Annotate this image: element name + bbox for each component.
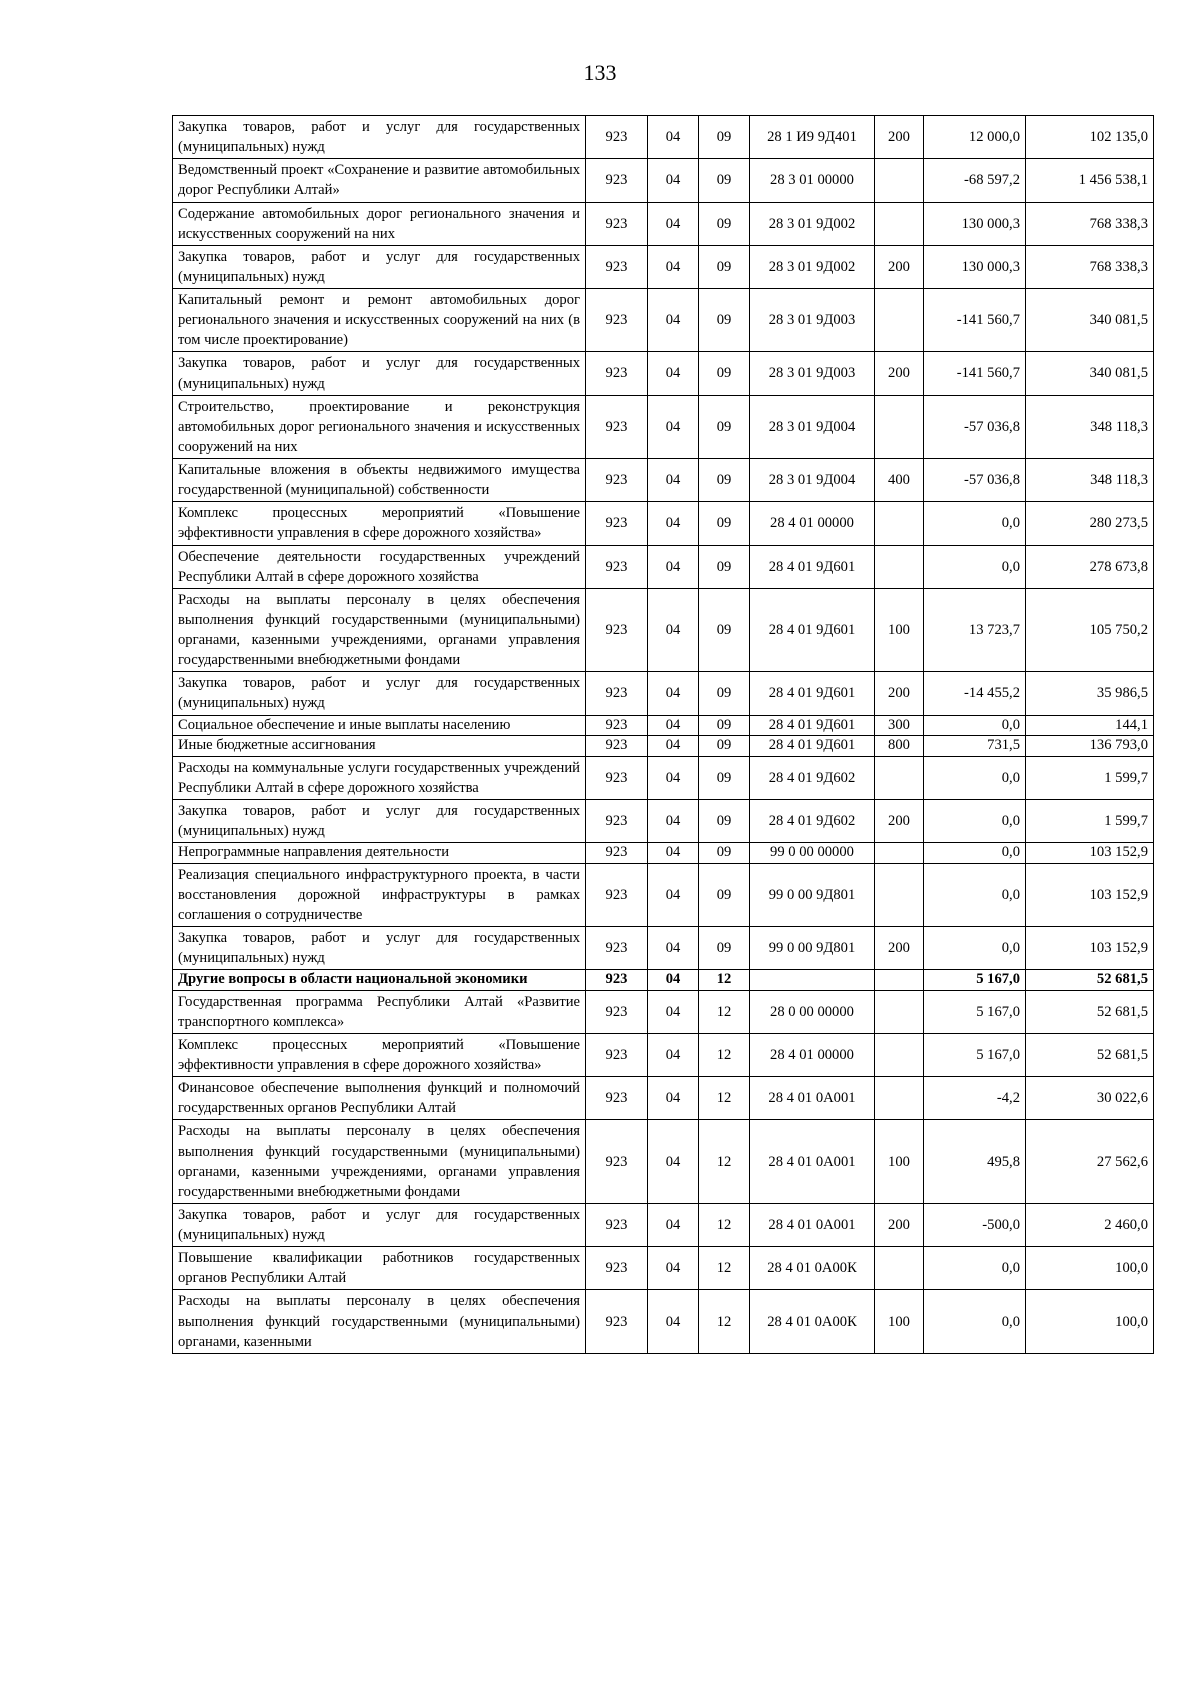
- table-row: [173, 970, 1154, 991]
- target-article-cell: 99 0 00 9Д801: [750, 926, 875, 969]
- amount-total-cell: 103 152,9: [1026, 863, 1154, 926]
- table-row: [173, 1290, 1154, 1353]
- amount-total-cell: 100,0: [1026, 1290, 1154, 1353]
- target-article-cell: 28 3 01 9Д002: [750, 202, 875, 245]
- amount-total-cell: 102 135,0: [1026, 116, 1154, 159]
- table-row: [173, 459, 1154, 502]
- target-article-cell: 28 4 01 9Д601: [750, 715, 875, 736]
- subsection-code-cell: 09: [699, 395, 750, 458]
- target-article-cell: [750, 970, 875, 991]
- expense-name-cell: Строительство, проектирование и реконструкция автомобильных дорог регионального значения и искусственных сооружений на них: [173, 395, 586, 458]
- table-row: [173, 672, 1154, 715]
- target-article-cell: 28 4 01 0А00К: [750, 1247, 875, 1290]
- target-article-cell: 28 3 01 00000: [750, 159, 875, 202]
- target-article-cell: 28 4 01 0А001: [750, 1203, 875, 1246]
- budget-table: [172, 115, 1154, 1354]
- table-row: [173, 159, 1154, 202]
- amount-change-cell: 5 167,0: [924, 1033, 1026, 1076]
- section-code-cell: 04: [648, 970, 699, 991]
- subsection-code-cell: 09: [699, 245, 750, 288]
- section-code-cell: 04: [648, 863, 699, 926]
- expense-name-cell: Закупка товаров, работ и услуг для государственных (муниципальных) нужд: [173, 1203, 586, 1246]
- expense-type-cell: [875, 395, 924, 458]
- grbs-code-cell: 923: [586, 1077, 648, 1120]
- table-row: [173, 502, 1154, 545]
- amount-total-cell: 100,0: [1026, 1247, 1154, 1290]
- expense-name-cell: Закупка товаров, работ и услуг для государственных (муниципальных) нужд: [173, 352, 586, 395]
- subsection-code-cell: 09: [699, 736, 750, 757]
- amount-total-cell: 52 681,5: [1026, 990, 1154, 1033]
- target-article-cell: 28 0 00 00000: [750, 990, 875, 1033]
- table-row: [173, 1203, 1154, 1246]
- amount-change-cell: 0,0: [924, 1247, 1026, 1290]
- expense-name-cell: Комплекс процессных мероприятий «Повышение эффективности управления в сфере дорожного хозяйства»: [173, 1033, 586, 1076]
- expense-name-cell: Капитальные вложения в объекты недвижимого имущества государственной (муниципальной) собственности: [173, 459, 586, 502]
- amount-total-cell: 52 681,5: [1026, 1033, 1154, 1076]
- expense-type-cell: [875, 990, 924, 1033]
- expense-type-cell: [875, 202, 924, 245]
- expense-name-cell: Другие вопросы в области национальной экономики: [173, 970, 586, 991]
- grbs-code-cell: 923: [586, 588, 648, 672]
- expense-type-cell: [875, 159, 924, 202]
- amount-change-cell: 130 000,3: [924, 202, 1026, 245]
- expense-name-cell: Финансовое обеспечение выполнения функций и полномочий государственных органов Республики Алтай: [173, 1077, 586, 1120]
- expense-type-cell: 800: [875, 736, 924, 757]
- amount-total-cell: 35 986,5: [1026, 672, 1154, 715]
- section-code-cell: 04: [648, 202, 699, 245]
- expense-type-cell: [875, 843, 924, 864]
- table-row: [173, 990, 1154, 1033]
- amount-change-cell: 5 167,0: [924, 970, 1026, 991]
- expense-name-cell: Закупка товаров, работ и услуг для государственных (муниципальных) нужд: [173, 926, 586, 969]
- amount-total-cell: 348 118,3: [1026, 395, 1154, 458]
- amount-change-cell: 0,0: [924, 1290, 1026, 1353]
- target-article-cell: 28 4 01 9Д601: [750, 545, 875, 588]
- expense-type-cell: 200: [875, 672, 924, 715]
- section-code-cell: 04: [648, 459, 699, 502]
- table-row: [173, 245, 1154, 288]
- amount-change-cell: 12 000,0: [924, 116, 1026, 159]
- subsection-code-cell: 09: [699, 352, 750, 395]
- amount-total-cell: 768 338,3: [1026, 245, 1154, 288]
- amount-total-cell: 768 338,3: [1026, 202, 1154, 245]
- section-code-cell: 04: [648, 1203, 699, 1246]
- grbs-code-cell: 923: [586, 756, 648, 799]
- target-article-cell: 28 4 01 9Д601: [750, 736, 875, 757]
- grbs-code-cell: 923: [586, 990, 648, 1033]
- section-code-cell: 04: [648, 1290, 699, 1353]
- section-code-cell: 04: [648, 1077, 699, 1120]
- amount-change-cell: -500,0: [924, 1203, 1026, 1246]
- subsection-code-cell: 09: [699, 926, 750, 969]
- table-row: [173, 843, 1154, 864]
- target-article-cell: 28 3 01 9Д003: [750, 289, 875, 352]
- section-code-cell: 04: [648, 245, 699, 288]
- section-code-cell: 04: [648, 1247, 699, 1290]
- expense-type-cell: 100: [875, 1120, 924, 1204]
- target-article-cell: 28 4 01 9Д602: [750, 799, 875, 842]
- amount-total-cell: 1 599,7: [1026, 756, 1154, 799]
- amount-change-cell: -57 036,8: [924, 395, 1026, 458]
- expense-name-cell: Закупка товаров, работ и услуг для государственных (муниципальных) нужд: [173, 116, 586, 159]
- amount-total-cell: 340 081,5: [1026, 352, 1154, 395]
- expense-type-cell: 200: [875, 245, 924, 288]
- expense-type-cell: 100: [875, 1290, 924, 1353]
- expense-name-cell: Реализация специального инфраструктурного проекта, в части восстановления дорожной инфраструктуры в рамках соглашения о сотрудничестве: [173, 863, 586, 926]
- subsection-code-cell: 12: [699, 1120, 750, 1204]
- table-row: [173, 1120, 1154, 1204]
- section-code-cell: 04: [648, 352, 699, 395]
- table-row: [173, 1033, 1154, 1076]
- expense-name-cell: Расходы на выплаты персоналу в целях обеспечения выполнения функций государственными (муниципальными) органами, казенными: [173, 1290, 586, 1353]
- grbs-code-cell: 923: [586, 843, 648, 864]
- amount-change-cell: 0,0: [924, 715, 1026, 736]
- expense-type-cell: 200: [875, 926, 924, 969]
- amount-total-cell: 103 152,9: [1026, 843, 1154, 864]
- amount-change-cell: 13 723,7: [924, 588, 1026, 672]
- section-code-cell: 04: [648, 990, 699, 1033]
- table-row: [173, 289, 1154, 352]
- grbs-code-cell: 923: [586, 502, 648, 545]
- expense-name-cell: Обеспечение деятельности государственных учреждений Республики Алтай в сфере дорожного хозяйства: [173, 545, 586, 588]
- amount-change-cell: -4,2: [924, 1077, 1026, 1120]
- section-code-cell: 04: [648, 289, 699, 352]
- expense-type-cell: [875, 863, 924, 926]
- expense-name-cell: Закупка товаров, работ и услуг для государственных (муниципальных) нужд: [173, 672, 586, 715]
- amount-change-cell: -141 560,7: [924, 289, 1026, 352]
- amount-total-cell: 1 456 538,1: [1026, 159, 1154, 202]
- grbs-code-cell: 923: [586, 289, 648, 352]
- grbs-code-cell: 923: [586, 736, 648, 757]
- table-row: [173, 863, 1154, 926]
- target-article-cell: 28 4 01 00000: [750, 502, 875, 545]
- expense-type-cell: [875, 545, 924, 588]
- subsection-code-cell: 09: [699, 756, 750, 799]
- table-row: [173, 715, 1154, 736]
- target-article-cell: 28 4 01 0А001: [750, 1077, 875, 1120]
- amount-change-cell: 5 167,0: [924, 990, 1026, 1033]
- subsection-code-cell: 09: [699, 715, 750, 736]
- grbs-code-cell: 923: [586, 1290, 648, 1353]
- amount-change-cell: 0,0: [924, 863, 1026, 926]
- subsection-code-cell: 09: [699, 159, 750, 202]
- amount-total-cell: 27 562,6: [1026, 1120, 1154, 1204]
- expense-name-cell: Комплекс процессных мероприятий «Повышение эффективности управления в сфере дорожного хозяйства»: [173, 502, 586, 545]
- target-article-cell: 28 4 01 9Д601: [750, 672, 875, 715]
- table-row: [173, 799, 1154, 842]
- amount-change-cell: -57 036,8: [924, 459, 1026, 502]
- amount-total-cell: 30 022,6: [1026, 1077, 1154, 1120]
- grbs-code-cell: 923: [586, 1033, 648, 1076]
- table-row: [173, 736, 1154, 757]
- section-code-cell: 04: [648, 1033, 699, 1076]
- subsection-code-cell: 12: [699, 970, 750, 991]
- target-article-cell: 28 4 01 00000: [750, 1033, 875, 1076]
- expense-name-cell: Закупка товаров, работ и услуг для государственных (муниципальных) нужд: [173, 245, 586, 288]
- expense-name-cell: Закупка товаров, работ и услуг для государственных (муниципальных) нужд: [173, 799, 586, 842]
- grbs-code-cell: 923: [586, 799, 648, 842]
- grbs-code-cell: 923: [586, 545, 648, 588]
- amount-total-cell: 1 599,7: [1026, 799, 1154, 842]
- expense-type-cell: [875, 756, 924, 799]
- grbs-code-cell: 923: [586, 352, 648, 395]
- amount-change-cell: 0,0: [924, 502, 1026, 545]
- subsection-code-cell: 09: [699, 672, 750, 715]
- grbs-code-cell: 923: [586, 245, 648, 288]
- table-row: [173, 1077, 1154, 1120]
- subsection-code-cell: 09: [699, 459, 750, 502]
- expense-name-cell: Расходы на выплаты персоналу в целях обеспечения выполнения функций государственными (муниципальными) органами, казенными учреждениями, органами управления государственными внебюджетными фондами: [173, 1120, 586, 1204]
- amount-total-cell: 340 081,5: [1026, 289, 1154, 352]
- subsection-code-cell: 12: [699, 1077, 750, 1120]
- table-body: [173, 116, 1154, 1354]
- expense-type-cell: [875, 970, 924, 991]
- amount-total-cell: 280 273,5: [1026, 502, 1154, 545]
- section-code-cell: 04: [648, 672, 699, 715]
- section-code-cell: 04: [648, 502, 699, 545]
- subsection-code-cell: 12: [699, 1290, 750, 1353]
- expense-name-cell: Иные бюджетные ассигнования: [173, 736, 586, 757]
- target-article-cell: 28 4 01 0А001: [750, 1120, 875, 1204]
- amount-total-cell: 136 793,0: [1026, 736, 1154, 757]
- amount-change-cell: 731,5: [924, 736, 1026, 757]
- expense-name-cell: Ведомственный проект «Сохранение и развитие автомобильных дорог Республики Алтай»: [173, 159, 586, 202]
- amount-total-cell: 144,1: [1026, 715, 1154, 736]
- expense-type-cell: 100: [875, 588, 924, 672]
- amount-total-cell: 2 460,0: [1026, 1203, 1154, 1246]
- amount-change-cell: 0,0: [924, 843, 1026, 864]
- amount-total-cell: 52 681,5: [1026, 970, 1154, 991]
- target-article-cell: 28 4 01 9Д602: [750, 756, 875, 799]
- grbs-code-cell: 923: [586, 202, 648, 245]
- expense-type-cell: [875, 1077, 924, 1120]
- target-article-cell: 28 3 01 9Д002: [750, 245, 875, 288]
- table-row: [173, 395, 1154, 458]
- table-row: [173, 116, 1154, 159]
- section-code-cell: 04: [648, 926, 699, 969]
- table-row: [173, 1247, 1154, 1290]
- expense-name-cell: Социальное обеспечение и иные выплаты населению: [173, 715, 586, 736]
- amount-change-cell: 130 000,3: [924, 245, 1026, 288]
- amount-change-cell: 0,0: [924, 926, 1026, 969]
- section-code-cell: 04: [648, 545, 699, 588]
- expense-type-cell: 200: [875, 352, 924, 395]
- grbs-code-cell: 923: [586, 715, 648, 736]
- subsection-code-cell: 09: [699, 116, 750, 159]
- amount-change-cell: -14 455,2: [924, 672, 1026, 715]
- table-row: [173, 756, 1154, 799]
- section-code-cell: 04: [648, 116, 699, 159]
- expense-name-cell: Расходы на коммунальные услуги государственных учреждений Республики Алтай в сфере дорожного хозяйства: [173, 756, 586, 799]
- subsection-code-cell: 12: [699, 1247, 750, 1290]
- expense-name-cell: Государственная программа Республики Алтай «Развитие транспортного комплекса»: [173, 990, 586, 1033]
- expense-type-cell: 200: [875, 1203, 924, 1246]
- amount-change-cell: -68 597,2: [924, 159, 1026, 202]
- grbs-code-cell: 923: [586, 926, 648, 969]
- page-number: 133: [583, 60, 617, 85]
- subsection-code-cell: 12: [699, 1033, 750, 1076]
- expense-type-cell: [875, 1033, 924, 1076]
- expense-type-cell: 200: [875, 799, 924, 842]
- table-row: [173, 926, 1154, 969]
- subsection-code-cell: 09: [699, 799, 750, 842]
- grbs-code-cell: 923: [586, 672, 648, 715]
- section-code-cell: 04: [648, 395, 699, 458]
- expense-type-cell: 300: [875, 715, 924, 736]
- expense-name-cell: Капитальный ремонт и ремонт автомобильных дорог регионального значения и искусственных сооружений на них (в том числе проектирование): [173, 289, 586, 352]
- target-article-cell: 28 4 01 9Д601: [750, 588, 875, 672]
- section-code-cell: 04: [648, 1120, 699, 1204]
- grbs-code-cell: 923: [586, 970, 648, 991]
- subsection-code-cell: 09: [699, 843, 750, 864]
- expense-type-cell: [875, 502, 924, 545]
- target-article-cell: 28 3 01 9Д004: [750, 395, 875, 458]
- subsection-code-cell: 09: [699, 863, 750, 926]
- amount-change-cell: 0,0: [924, 799, 1026, 842]
- amount-change-cell: 495,8: [924, 1120, 1026, 1204]
- subsection-code-cell: 09: [699, 545, 750, 588]
- amount-total-cell: 278 673,8: [1026, 545, 1154, 588]
- expense-name-cell: Расходы на выплаты персоналу в целях обеспечения выполнения функций государственными (муниципальными) органами, казенными учреждениями, органами управления государственными внебюджетными фондами: [173, 588, 586, 672]
- amount-total-cell: 103 152,9: [1026, 926, 1154, 969]
- section-code-cell: 04: [648, 756, 699, 799]
- section-code-cell: 04: [648, 736, 699, 757]
- grbs-code-cell: 923: [586, 1247, 648, 1290]
- table-row: [173, 588, 1154, 672]
- subsection-code-cell: 09: [699, 289, 750, 352]
- section-code-cell: 04: [648, 843, 699, 864]
- grbs-code-cell: 923: [586, 1203, 648, 1246]
- target-article-cell: 28 3 01 9Д004: [750, 459, 875, 502]
- subsection-code-cell: 12: [699, 990, 750, 1033]
- amount-total-cell: 105 750,2: [1026, 588, 1154, 672]
- expense-type-cell: [875, 1247, 924, 1290]
- expense-type-cell: 200: [875, 116, 924, 159]
- subsection-code-cell: 09: [699, 202, 750, 245]
- grbs-code-cell: 923: [586, 395, 648, 458]
- target-article-cell: 99 0 00 9Д801: [750, 863, 875, 926]
- expense-name-cell: Непрограммные направления деятельности: [173, 843, 586, 864]
- grbs-code-cell: 923: [586, 459, 648, 502]
- table-row: [173, 202, 1154, 245]
- subsection-code-cell: 12: [699, 1203, 750, 1246]
- amount-change-cell: 0,0: [924, 756, 1026, 799]
- target-article-cell: 28 1 И9 9Д401: [750, 116, 875, 159]
- amount-total-cell: 348 118,3: [1026, 459, 1154, 502]
- target-article-cell: 28 3 01 9Д003: [750, 352, 875, 395]
- subsection-code-cell: 09: [699, 502, 750, 545]
- section-code-cell: 04: [648, 715, 699, 736]
- expense-name-cell: Содержание автомобильных дорог регионального значения и искусственных сооружений на них: [173, 202, 586, 245]
- amount-change-cell: 0,0: [924, 545, 1026, 588]
- section-code-cell: 04: [648, 799, 699, 842]
- section-code-cell: 04: [648, 159, 699, 202]
- grbs-code-cell: 923: [586, 1120, 648, 1204]
- grbs-code-cell: 923: [586, 116, 648, 159]
- target-article-cell: 28 4 01 0А00К: [750, 1290, 875, 1353]
- table-row: [173, 352, 1154, 395]
- table-row: [173, 545, 1154, 588]
- section-code-cell: 04: [648, 588, 699, 672]
- expense-type-cell: [875, 289, 924, 352]
- subsection-code-cell: 09: [699, 588, 750, 672]
- expense-name-cell: Повышение квалификации работников государственных органов Республики Алтай: [173, 1247, 586, 1290]
- amount-change-cell: -141 560,7: [924, 352, 1026, 395]
- target-article-cell: 99 0 00 00000: [750, 843, 875, 864]
- grbs-code-cell: 923: [586, 863, 648, 926]
- expense-type-cell: 400: [875, 459, 924, 502]
- grbs-code-cell: 923: [586, 159, 648, 202]
